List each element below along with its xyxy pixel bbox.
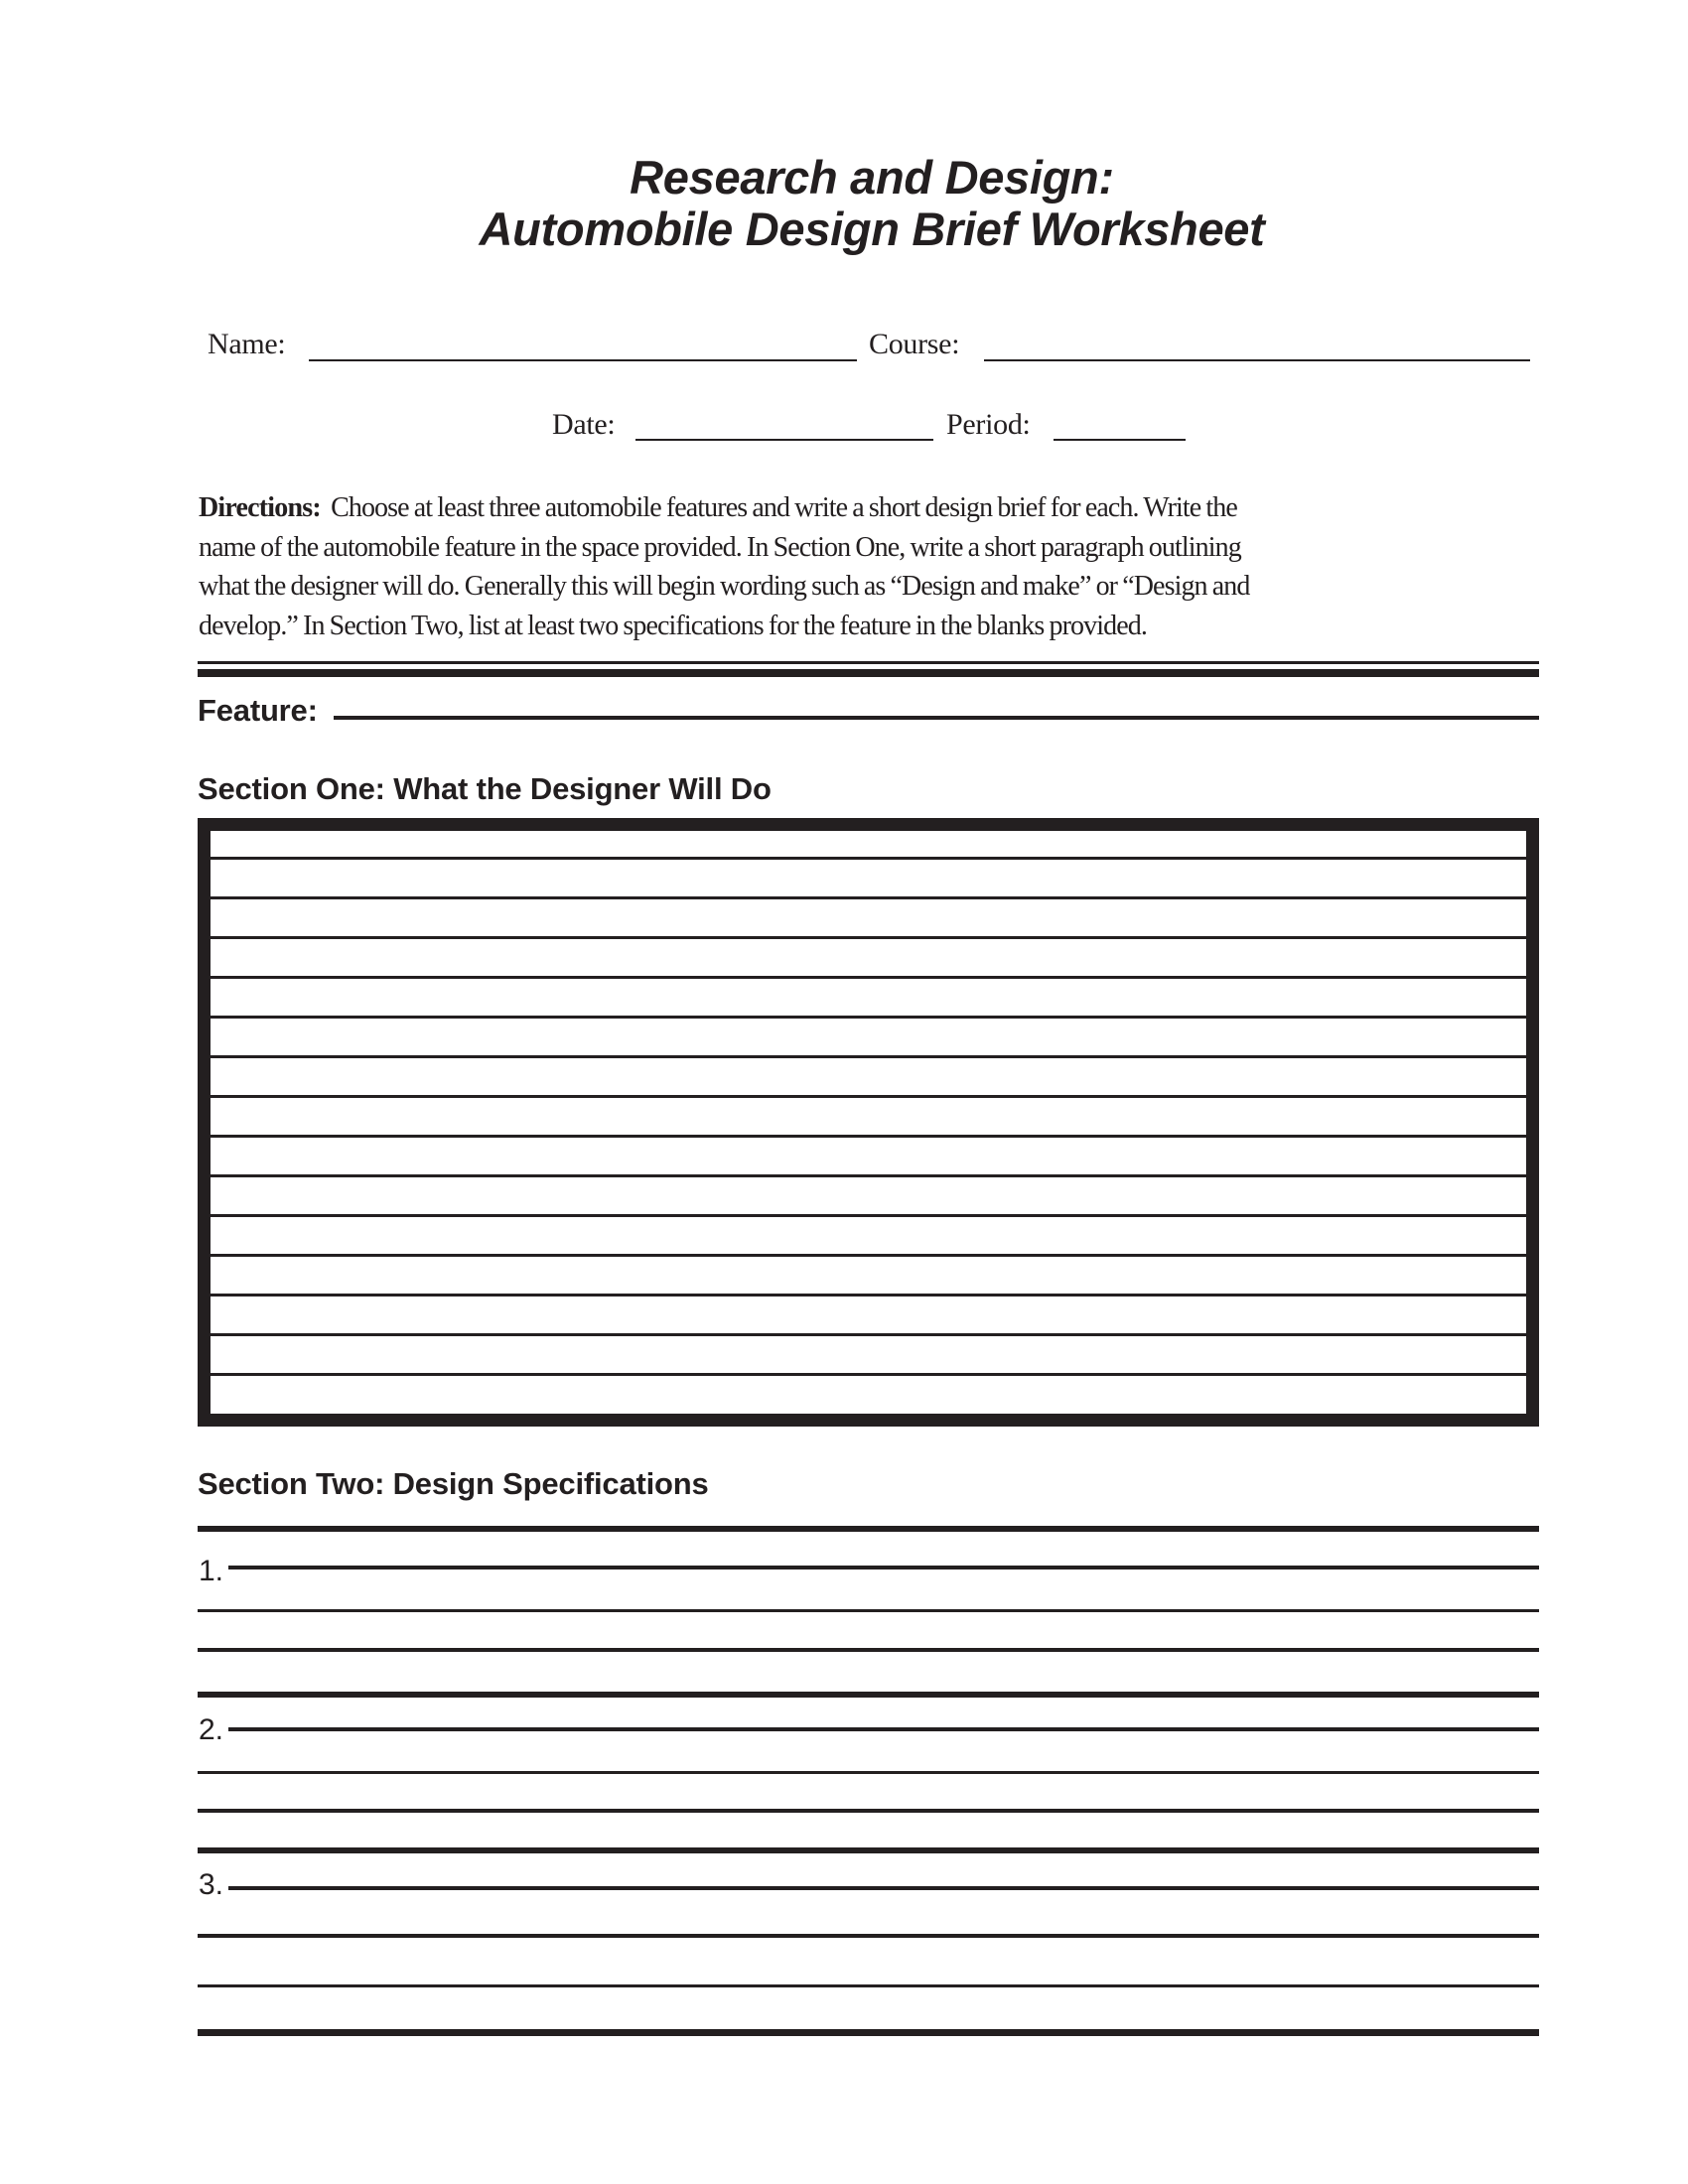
spec-number-1: 1. [199, 1555, 224, 1587]
writing-line [211, 1214, 1526, 1217]
spec-2-line-1[interactable] [228, 1727, 1539, 1731]
spec-divider-2 [198, 1847, 1539, 1853]
period-label: Period: [946, 408, 1031, 441]
date-field[interactable] [635, 439, 933, 441]
spec-3-line-2[interactable] [198, 1934, 1539, 1938]
feature-field[interactable] [334, 716, 1539, 720]
section-two-heading: Section Two: Design Specifications [198, 1466, 709, 1501]
period-field[interactable] [1054, 439, 1186, 441]
directions-line-3: what the designer will do. Generally this will begin wording such as “Design and make” or “Design and [199, 571, 1250, 603]
course-field[interactable] [984, 359, 1530, 361]
spec-3-line-3[interactable] [198, 1984, 1539, 1987]
writing-line [211, 936, 1526, 939]
divider-thin-rule [198, 661, 1539, 664]
section-one-writing-box[interactable] [198, 818, 1539, 1427]
name-field[interactable] [309, 359, 857, 361]
spec-2-line-2[interactable] [198, 1771, 1539, 1774]
feature-label: Feature: [198, 693, 318, 728]
name-label: Name: [208, 328, 286, 360]
writing-line [211, 1333, 1526, 1336]
spec-number-2: 2. [199, 1713, 224, 1746]
spec-1-line-2[interactable] [198, 1609, 1539, 1612]
writing-line [211, 1254, 1526, 1257]
worksheet-title-line-2: Automobile Design Brief Worksheet [479, 203, 1265, 255]
directions-line-1: Directions: Choose at least three automobile features and write a short design brief for each. Write the [199, 492, 1237, 523]
writing-line [211, 896, 1526, 899]
section-two-top-rule [198, 1526, 1539, 1532]
writing-line [211, 1095, 1526, 1098]
spec-1-line-1[interactable] [228, 1566, 1539, 1570]
directions-label: Directions: [199, 492, 321, 523]
writing-line [211, 1016, 1526, 1019]
writing-line [211, 1135, 1526, 1138]
spec-1-line-3[interactable] [198, 1648, 1539, 1652]
writing-line [211, 976, 1526, 979]
section-two-bottom-rule [198, 2029, 1539, 2036]
writing-line [211, 857, 1526, 860]
writing-line [211, 1055, 1526, 1058]
writing-line [211, 1373, 1526, 1376]
directions-line-2: name of the automobile feature in the space provided. In Section One, write a short paragraph outlining [199, 531, 1241, 563]
section-one-heading: Section One: What the Designer Will Do [198, 771, 772, 806]
spec-3-line-1[interactable] [228, 1886, 1539, 1890]
directions-paragraph [199, 488, 1509, 646]
divider-thick-rule [198, 669, 1539, 677]
writing-line [211, 1174, 1526, 1177]
date-label: Date: [552, 408, 616, 441]
course-label: Course: [869, 328, 960, 360]
spec-2-line-3[interactable] [198, 1809, 1539, 1813]
spec-divider-1 [198, 1692, 1539, 1698]
writing-line [211, 1294, 1526, 1297]
worksheet-title-line-1: Research and Design: [630, 151, 1114, 204]
spec-number-3: 3. [199, 1868, 224, 1901]
directions-line-4: develop.” In Section Two, list at least two specifications for the feature in the blanks provided. [199, 611, 1147, 642]
